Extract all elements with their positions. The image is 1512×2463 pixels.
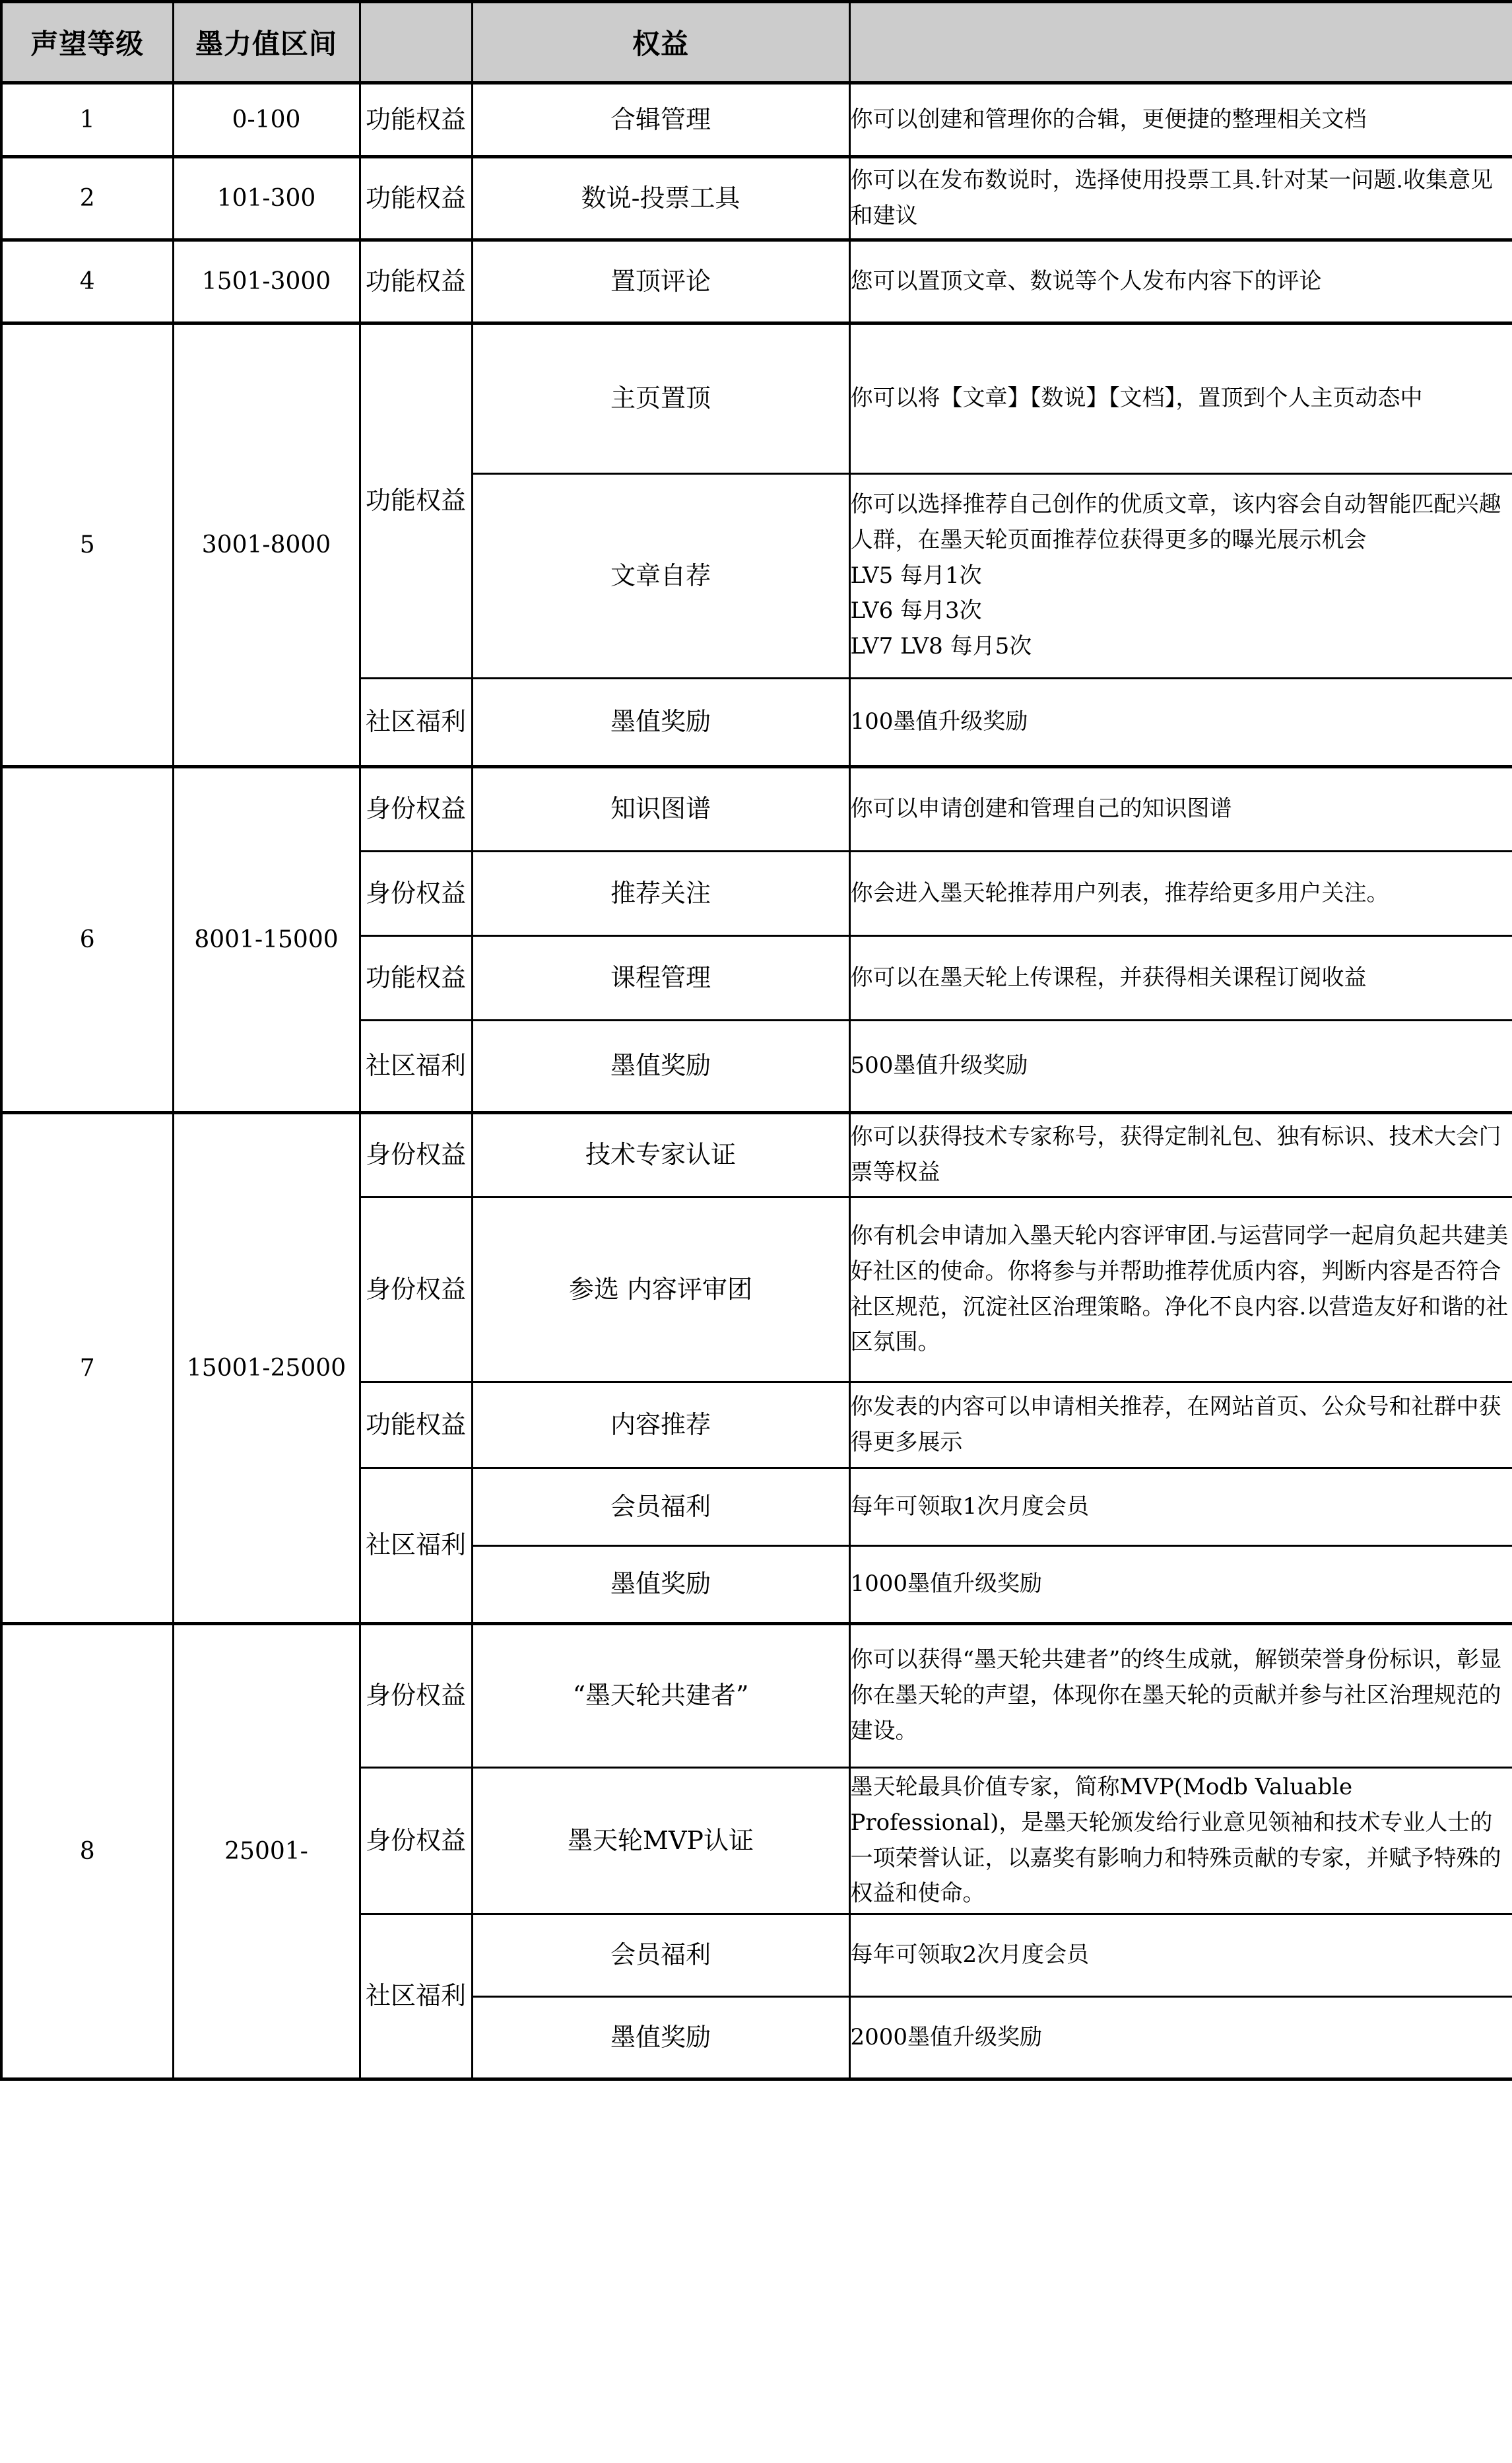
benefit-line: 参选: [568, 1274, 619, 1304]
cell-benefit: 墨值奖励: [472, 1021, 849, 1113]
cell-category: 功能权益: [360, 83, 472, 157]
cell-level: 5: [1, 323, 173, 767]
description-line: LV5 每月1次: [850, 562, 982, 589]
cell-level: 2: [1, 157, 173, 240]
cell-description: 1000墨值升级奖励: [849, 1546, 1512, 1624]
cell-benefit: 合辑管理: [472, 83, 849, 157]
cell-description: 每年可领取1次月度会员: [849, 1468, 1512, 1546]
cell-range: 3001-8000: [173, 323, 360, 767]
cell-category: 社区福利: [360, 1914, 472, 2079]
cell-category: 功能权益: [360, 323, 472, 679]
cell-range: 8001-15000: [173, 767, 360, 1113]
cell-description: 你可以获得技术专家称号，获得定制礼包、独有标识、技术大会门票等权益: [849, 1113, 1512, 1198]
cell-description: 你可以获得“墨天轮共建者”的终生成就，解锁荣誉身份标识，彰显你在墨天轮的声望，体现你在墨天轮的贡献并参与社区治理规范的建设。: [849, 1624, 1512, 1768]
cell-level: 4: [1, 240, 173, 323]
column-header-range: 墨力值区间: [173, 2, 360, 83]
cell-description: 你发表的内容可以申请相关推荐，在网站首页、公众号和社群中获得更多展示: [849, 1382, 1512, 1468]
cell-level: 8: [1, 1624, 173, 2079]
column-header-level: 声望等级: [1, 2, 173, 83]
cell-description: 你可以将【文章】【数说】【文档】，置顶到个人主页动态中: [849, 323, 1512, 474]
cell-category: 社区福利: [360, 1021, 472, 1113]
cell-benefit: 文章自荐: [472, 474, 849, 679]
cell-category: 功能权益: [360, 157, 472, 240]
cell-description: 你可以申请创建和管理自己的知识图谱: [849, 767, 1512, 852]
cell-benefit: 墨值奖励: [472, 1546, 849, 1624]
cell-range: 1501-3000: [173, 240, 360, 323]
cell-category: 社区福利: [360, 679, 472, 767]
cell-benefit: 推荐关注: [472, 852, 849, 936]
cell-benefit: 内容推荐: [472, 1382, 849, 1468]
cell-level: 6: [1, 767, 173, 1113]
cell-level: 1: [1, 83, 173, 157]
cell-category: 身份权益: [360, 1768, 472, 1914]
cell-benefit: 墨天轮MVP认证: [472, 1768, 849, 1914]
cell-description: 2000墨值升级奖励: [849, 1997, 1512, 2079]
table-row: [1, 1624, 1512, 1768]
column-header-category: [360, 2, 472, 83]
description-line: LV7 LV8 每月5次: [850, 633, 1032, 660]
cell-description: 您可以置顶文章、数说等个人发布内容下的评论: [849, 240, 1512, 323]
cell-benefit: 墨值奖励: [472, 679, 849, 767]
cell-description: 你会进入墨天轮推荐用户列表，推荐给更多用户关注。: [849, 852, 1512, 936]
cell-category: 功能权益: [360, 936, 472, 1021]
column-header-description: [849, 2, 1512, 83]
table-header-row: [1, 2, 1512, 83]
table-row: [1, 157, 1512, 240]
cell-benefit: 会员福利: [472, 1914, 849, 1997]
cell-description: 你可以创建和管理你的合辑，更便捷的整理相关文档: [849, 83, 1512, 157]
cell-range: 0-100: [173, 83, 360, 157]
cell-benefit: 会员福利: [472, 1468, 849, 1546]
description-line: 你可以选择推荐自己创作的优质文章，该内容会自动智能匹配兴趣人群，在墨天轮页面推荐位获得更多的曝光展示机会: [850, 491, 1501, 553]
cell-category: 身份权益: [360, 1198, 472, 1382]
table-row: [1, 323, 1512, 474]
cell-category: 社区福利: [360, 1468, 472, 1624]
column-header-benefit: 权益: [472, 2, 849, 83]
table-row: [1, 83, 1512, 157]
cell-benefit: 主页置顶: [472, 323, 849, 474]
cell-benefit: 技术专家认证: [472, 1113, 849, 1198]
cell-range: 15001-25000: [173, 1113, 360, 1624]
table-row: [1, 767, 1512, 852]
cell-description: 500墨值升级奖励: [849, 1021, 1512, 1113]
cell-benefit: “墨天轮共建者”: [472, 1624, 849, 1768]
cell-category: 身份权益: [360, 767, 472, 852]
cell-category: 功能权益: [360, 240, 472, 323]
description-line: LV6 每月3次: [850, 597, 982, 624]
cell-description: [849, 474, 1512, 679]
benefit-line: 内容评审团: [627, 1274, 753, 1304]
table-row: [1, 240, 1512, 323]
cell-description: 每年可领取2次月度会员: [849, 1914, 1512, 1997]
cell-range: 25001-: [173, 1624, 360, 2079]
cell-benefit: 数说-投票工具: [472, 157, 849, 240]
cell-description: 墨天轮最具价值专家，简称MVP(Modb Valuable Professional)，是墨天轮颁发给行业意见领袖和技术专业人士的一项荣誉认证，以嘉奖有影响力和特殊贡献的专家，并赋予特殊的权益和使命。: [849, 1768, 1512, 1914]
table-row: [1, 1113, 1512, 1198]
cell-benefit: 知识图谱: [472, 767, 849, 852]
cell-description: 你有机会申请加入墨天轮内容评审团.与运营同学一起肩负起共建美好社区的使命。你将参与并帮助推荐优质内容，判断内容是否符合社区规范，沉淀社区治理策略。净化不良内容.以营造友好和谐的社区氛围。: [849, 1198, 1512, 1382]
cell-benefit: 置顶评论: [472, 240, 849, 323]
cell-category: 功能权益: [360, 1382, 472, 1468]
cell-benefit: 墨值奖励: [472, 1997, 849, 2079]
cell-benefit: 课程管理: [472, 936, 849, 1021]
cell-level: 7: [1, 1113, 173, 1624]
cell-range: 101-300: [173, 157, 360, 240]
cell-category: 身份权益: [360, 1624, 472, 1768]
cell-description: 你可以在墨天轮上传课程，并获得相关课程订阅收益: [849, 936, 1512, 1021]
cell-category: 身份权益: [360, 852, 472, 936]
cell-description: 100墨值升级奖励: [849, 679, 1512, 767]
cell-category: 身份权益: [360, 1113, 472, 1198]
cell-description: 你可以在发布数说时，选择使用投票工具.针对某一问题.收集意见和建议: [849, 157, 1512, 240]
cell-benefit: [472, 1198, 849, 1382]
